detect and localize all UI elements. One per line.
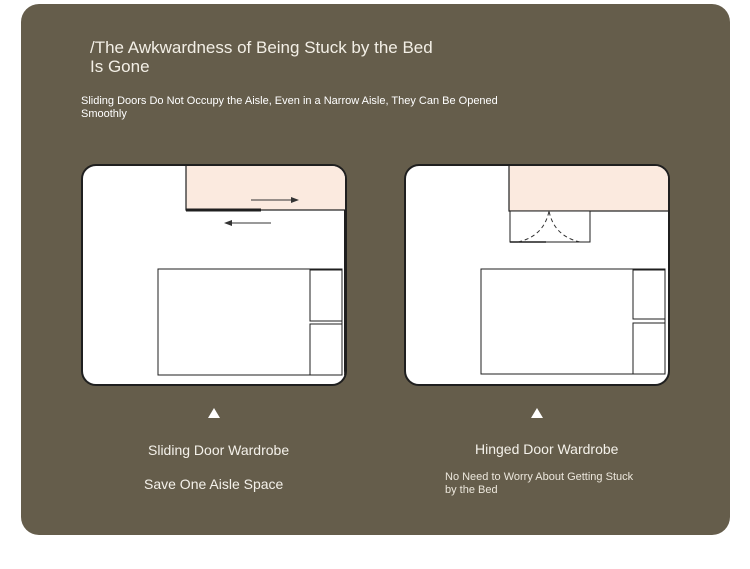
hinged-wardrobe xyxy=(509,166,668,211)
sliding-door-floor-plan xyxy=(81,164,347,386)
sliding-door-title: Sliding Door Wardrobe xyxy=(148,442,290,458)
triangle-up-icon xyxy=(208,408,220,418)
bed xyxy=(481,269,665,374)
pillow-top xyxy=(310,270,342,321)
hinged-door-floor-plan xyxy=(404,164,670,386)
pillow-bottom xyxy=(310,324,342,375)
triangle-up-icon xyxy=(531,408,543,418)
sliding-door-plan-drawing xyxy=(83,166,345,384)
door-swing-area xyxy=(510,211,590,242)
hinged-door-title: Hinged Door Wardrobe xyxy=(475,441,619,457)
hinged-door-caption: No Need to Worry About Getting Stuck by the Bed xyxy=(445,471,634,496)
bed xyxy=(158,269,342,375)
sliding-door-caption: Save One Aisle Space xyxy=(144,476,284,492)
pillow-top xyxy=(633,270,665,319)
sliding-wardrobe xyxy=(186,166,345,210)
slide-left-arrow-head xyxy=(224,220,232,226)
page-title: /The Awkwardness of Being Stuck by the Bed Is Gone xyxy=(90,38,433,76)
pillow-bottom xyxy=(633,323,665,374)
hinged-door-plan-drawing xyxy=(406,166,668,384)
page-subtitle: Sliding Doors Do Not Occupy the Aisle, Even in a Narrow Aisle, They Can Be Opened Smoothly xyxy=(81,95,498,120)
